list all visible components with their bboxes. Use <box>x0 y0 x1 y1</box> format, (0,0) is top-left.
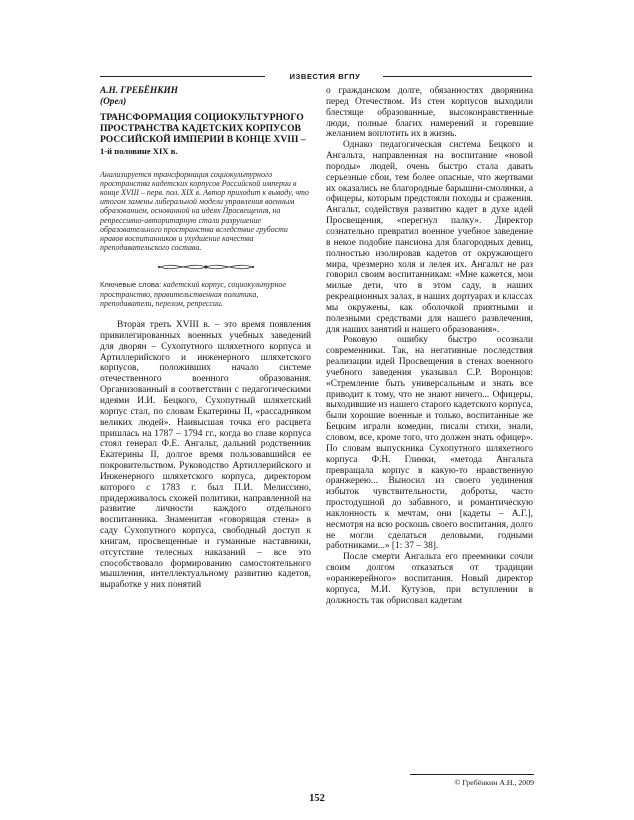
header-rule-left <box>100 76 265 77</box>
body-paragraph: После смерти Ангальта его преемники сочли своим долгом отказаться от традиции «оранжерейного» воспитания. Новый директор корпуса, М.И. Кутузов, при вступлении в должность так обрисовал кадетам <box>326 552 533 606</box>
body-paragraph: о гражданском долге, обязанностях дворянина перед Отечеством. Из стен корпусов выходили блестяще образованные, высоконравственные люди, полные благих намерений и горевшие желанием воплотить их в жизнь. <box>326 86 533 140</box>
article-title-main: ТРАНСФОРМАЦИЯ СОЦИОКУЛЬТУРНОГО ПРОСТРАНСТВА КАДЕТСКИХ КОРПУСОВ РОССИЙСКОЙ ИМПЕРИИ В КОНЦЕ XVIII – <box>100 112 306 145</box>
abstract: Анализируется трансформация социокультурного пространства кадетских корпусов Российской империи в конце XVIII – перв. пол. XIX в. Автор приходит к выводу, что итогом замены либеральной модели управления военным образованием, основанной на идеях Просвещения, на репрессивно-авторитарную стали разрушение образовательного пространства вследствие грубости нравов воспитанников и ухудшение качества преподавательского состава. <box>100 169 309 253</box>
copyright-notice: © Гребёнкин А.Н., 2009 <box>410 774 534 787</box>
right-column <box>326 86 533 607</box>
body-paragraph: Роковую ошибку быстро осознали современники. Так, на негативные последствия реализации идей Просвещения в стенах военного учебного заведения указывал С.Р. Воронцов: «Стремление быть универсальным и знать все приводит к тому, что не знают ничего... Офицеры, выходившие из нашего старого кадетского корпуса, были хорошие военные и только, воспитанные же Бецким играли комедии, писали стихи, знали, словом, все, кроме того, что должен знать офицер». По словам выпускника Сухопутного шляхетного корпуса Ф.Н. Глинки, «метода Ангальта превращала корпус в какую-то нравственную оранжерею... Выносил из своего уединения избыток чувствительности, доброты, часто простодушной до забавного, и романтическую наклонность к мечтам, они [кадеты – А.Г.], несмотря на всю роскошь своего воспитания, долго не могли сделаться деловыми, годными работниками...» [1: 37 – 38]. <box>326 335 533 552</box>
page-number: 152 <box>309 793 325 804</box>
article-title-period: 1-й половине XIX в. <box>100 145 178 156</box>
article-author: А.Н. ГРЕБЁНКИН <box>100 86 179 96</box>
ornament-divider-icon <box>100 260 311 274</box>
body-paragraph: Однако педагогическая система Бецкого и Ангальта, направленная на воспитание «новой породы» людей, очень быстро стала давать серьезные сбои, тем более опасные, что жертвами их оказались не благородные барышни-смолянки, а офицеры, которым предстояли походы и сражения. Ангальт, содействуя развитию кадет в духе идей Просвещения, «перегнул палку». Директор сознательно превратил военное учебное заведение в некое подобие пансиона для благородных девиц, полностью изолировав кадетов от окружающего мира, чрезмерно холя и лелея их. Ангальт не раз говорил своим воспитанникам: «Мне кажется, мои милые дети, что в этом саду, в наших рекреационных залах, в наших дортуарах и классах мы окружены, как оболочкой приятными и полезными средствами для нашего развлечения, для наших занятий и нашего образования». <box>326 140 533 335</box>
keywords-list: кадетский корпус, социокультурное пространство, правительственная политика, преподаватели, перелом, репрессии. <box>100 280 286 308</box>
header-rule-right <box>383 76 532 77</box>
keywords-label: Ключевые слова: <box>100 280 162 290</box>
journal-title: ИЗВЕСТИЯ ВГПУ <box>289 72 361 81</box>
author-city: (Орел) <box>100 97 127 107</box>
left-column <box>100 86 311 591</box>
article-title <box>100 113 311 158</box>
running-header <box>100 72 532 82</box>
body-paragraph: Вторая треть XVIII в. – это время появления привилегированных военных учебных заведений для дворян – Сухопутного шляхетного корпуса и Артиллерийского и инженерного шляхетского корпусов, положивших начало системе отечественного военного образования. Организованный в соответствии с педагогическими идеями И.И. Бецкого, Сухопутный шляхетский корпус стал, по словам Екатерины II, «рассадником великих людей». Наивысшая точка его расцвета пришлась на 1787 – 1794 гг., когда во главе корпуса стоял генерал Ф.Е. Ангальт, дальний родственник Екатерины II, долгое время пользовавшийся ее покровительством. Руководство Артиллерийского и Инженерного шляхетского корпуса, директором которого с 1783 г. был П.И. Мелиссино, придерживалось схожей политики, направленной на развитие личности каждого отдельного воспитанника. Знаменитая «говорящая стена» в саду Сухопутного корпуса, свободный доступ к книгам, просвещенные и гуманные наставники, отсутствие телесных наказаний – все это способствовало формированию самостоятельного мышления, интеллектуальному развитию кадетов, выработке у них понятий <box>100 320 311 591</box>
keywords <box>100 280 311 308</box>
